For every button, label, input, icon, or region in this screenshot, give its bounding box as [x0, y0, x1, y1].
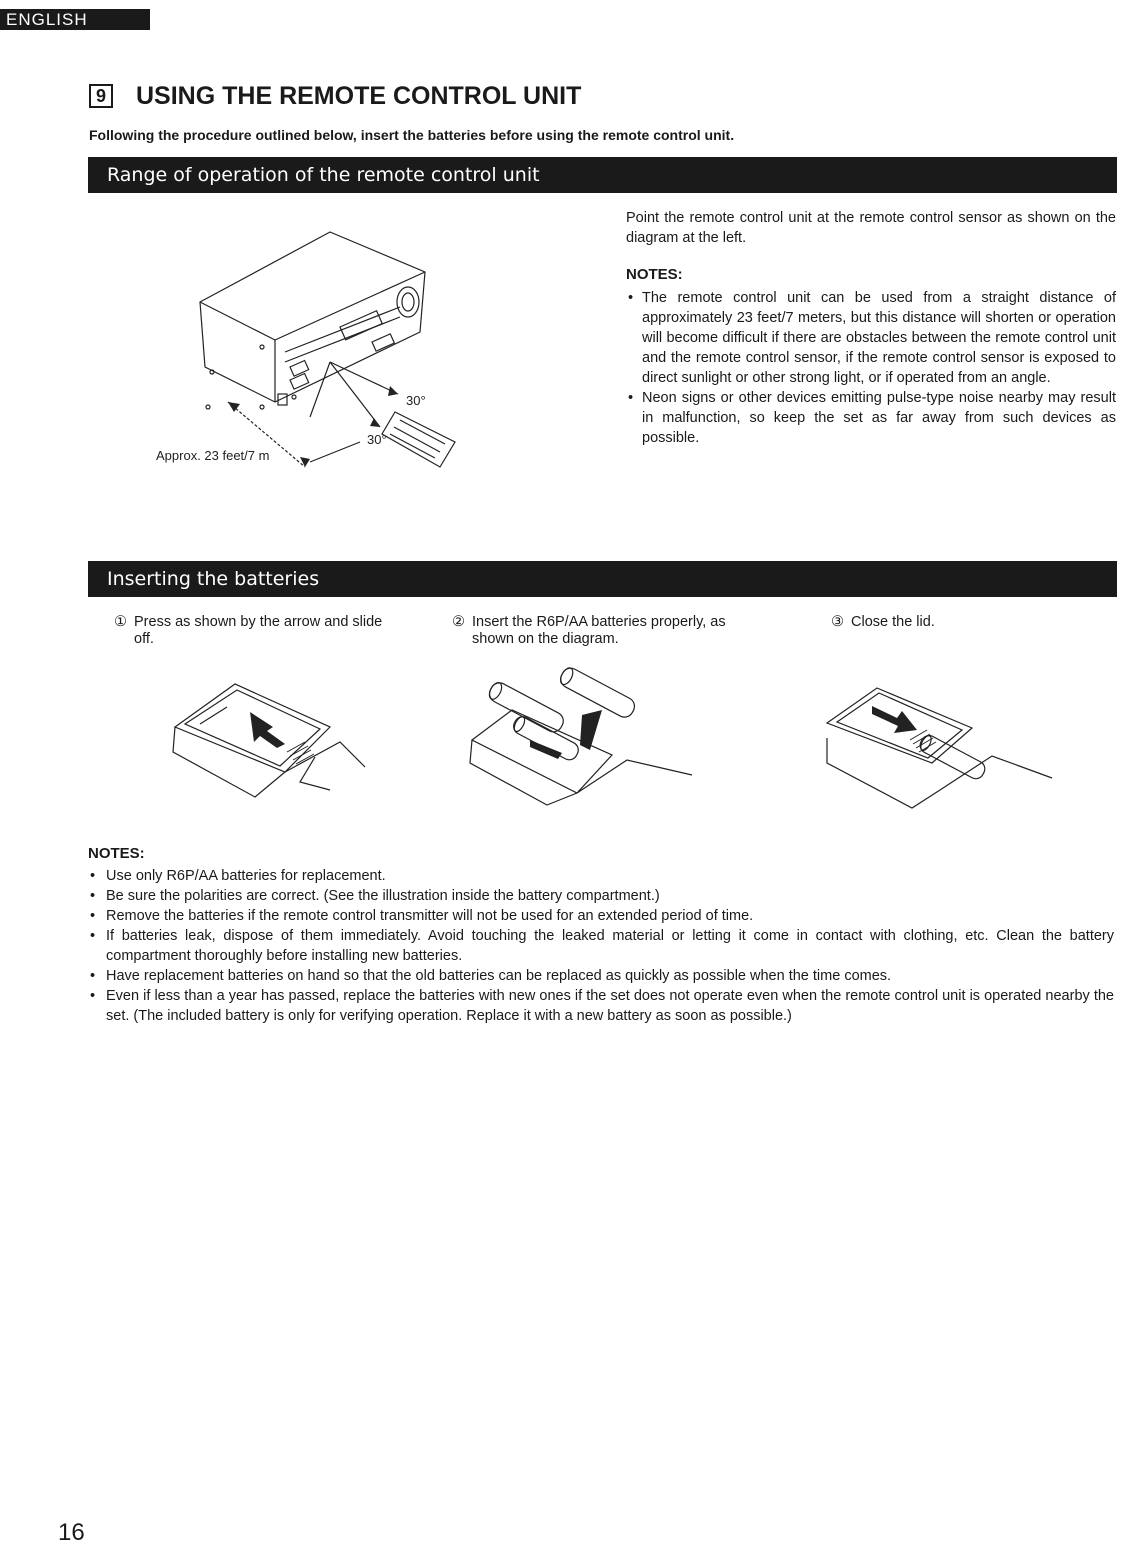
close-lid-illustration [822, 678, 1057, 818]
angle-arrow-top [388, 386, 398, 396]
step-number: ③ [831, 614, 844, 630]
angle-label-top: 30° [406, 393, 426, 408]
remove-lid-illustration [165, 672, 375, 802]
list-item: • Even if less than a year has passed, replace the batteries with new ones if the set does not operate even when the remote control unit is operated nearby the set. (The included battery is only for verifying operation. Replace it with a new battery as soon as possible.) [88, 986, 1114, 1026]
step-1 [114, 614, 434, 648]
step-text-cont: shown on the diagram. [472, 631, 619, 647]
page-number: 16 [58, 1519, 85, 1546]
angle-arrow-bottom [370, 418, 380, 427]
battery-1 [486, 680, 566, 735]
insert-arrow-left [530, 740, 562, 759]
list-item: • Have replacement batteries on hand so that the old batteries can be replaced as quickly as possible when the time comes. [88, 966, 1114, 986]
receiver-range-diagram [150, 222, 490, 492]
language-tab: ENGLISH [0, 9, 150, 30]
remote-control-outline [382, 412, 455, 467]
section-intro: Following the procedure outlined below, insert the batteries before using the remote control unit. [89, 127, 735, 143]
range-notes-title: NOTES: [626, 266, 683, 283]
list-item: • Use only R6P/AA batteries for replacement. [88, 866, 1114, 886]
batteries-heading: Inserting the batteries [88, 561, 1117, 597]
list-item: • If batteries leak, dispose of them immediately. Avoid touching the leaked material or letting it come in contact with clothing, etc. Clean the battery compartment thoroughly before installing new batteries. [88, 926, 1114, 966]
step-2 [452, 614, 792, 648]
range-arrow-left [228, 402, 240, 412]
receiver-outline [200, 232, 425, 402]
range-instruction: Point the remote control unit at the remote control sensor as shown on the diagram at the left. [626, 210, 1116, 246]
battery-notes-list [88, 866, 1114, 1026]
distance-label: Approx. 23 feet/7 m [156, 448, 270, 463]
range-heading: Range of operation of the remote control unit [88, 157, 1117, 193]
section-title: USING THE REMOTE CONTROL UNIT [136, 82, 582, 110]
range-arrow-bottom [300, 457, 310, 467]
step-number: ① [114, 614, 127, 630]
range-notes-list [626, 288, 1116, 448]
list-item: • The remote control unit can be used from a straight distance of approximately 23 feet/7 meters, but this distance will shorten or operation will become difficult if there are obstacles between the remote control unit and the remote control sensor, if the remote control sensor is exposed to direct sunlight or other strong light, or if operated from an angle. [626, 288, 1116, 388]
close-arrow [872, 706, 917, 733]
list-item: • Neon signs or other devices emitting pulse-type noise nearby may result in malfunction, so keep the set as far away from such devices as possible. [626, 388, 1116, 448]
step-text: Close the lid. [851, 614, 935, 630]
step-number: ② [452, 614, 465, 630]
step-text: Insert the R6P/AA batteries properly, as [472, 614, 726, 630]
battery-notes-title: NOTES: [88, 845, 145, 862]
insert-arrow-down [580, 710, 602, 750]
section-number: 9 [89, 84, 113, 108]
angle-label-bottom: 30° [367, 432, 387, 447]
insert-batteries-illustration [462, 665, 702, 810]
step-text: Press as shown by the arrow and slide [134, 614, 383, 630]
step-text-cont: off. [134, 631, 154, 647]
list-item: • Remove the batteries if the remote control transmitter will not be used for an extended period of time. [88, 906, 1114, 926]
list-item: • Be sure the polarities are correct. (See the illustration inside the battery compartment.) [88, 886, 1114, 906]
step-3 [831, 614, 1091, 631]
slide-arrow [250, 712, 285, 748]
